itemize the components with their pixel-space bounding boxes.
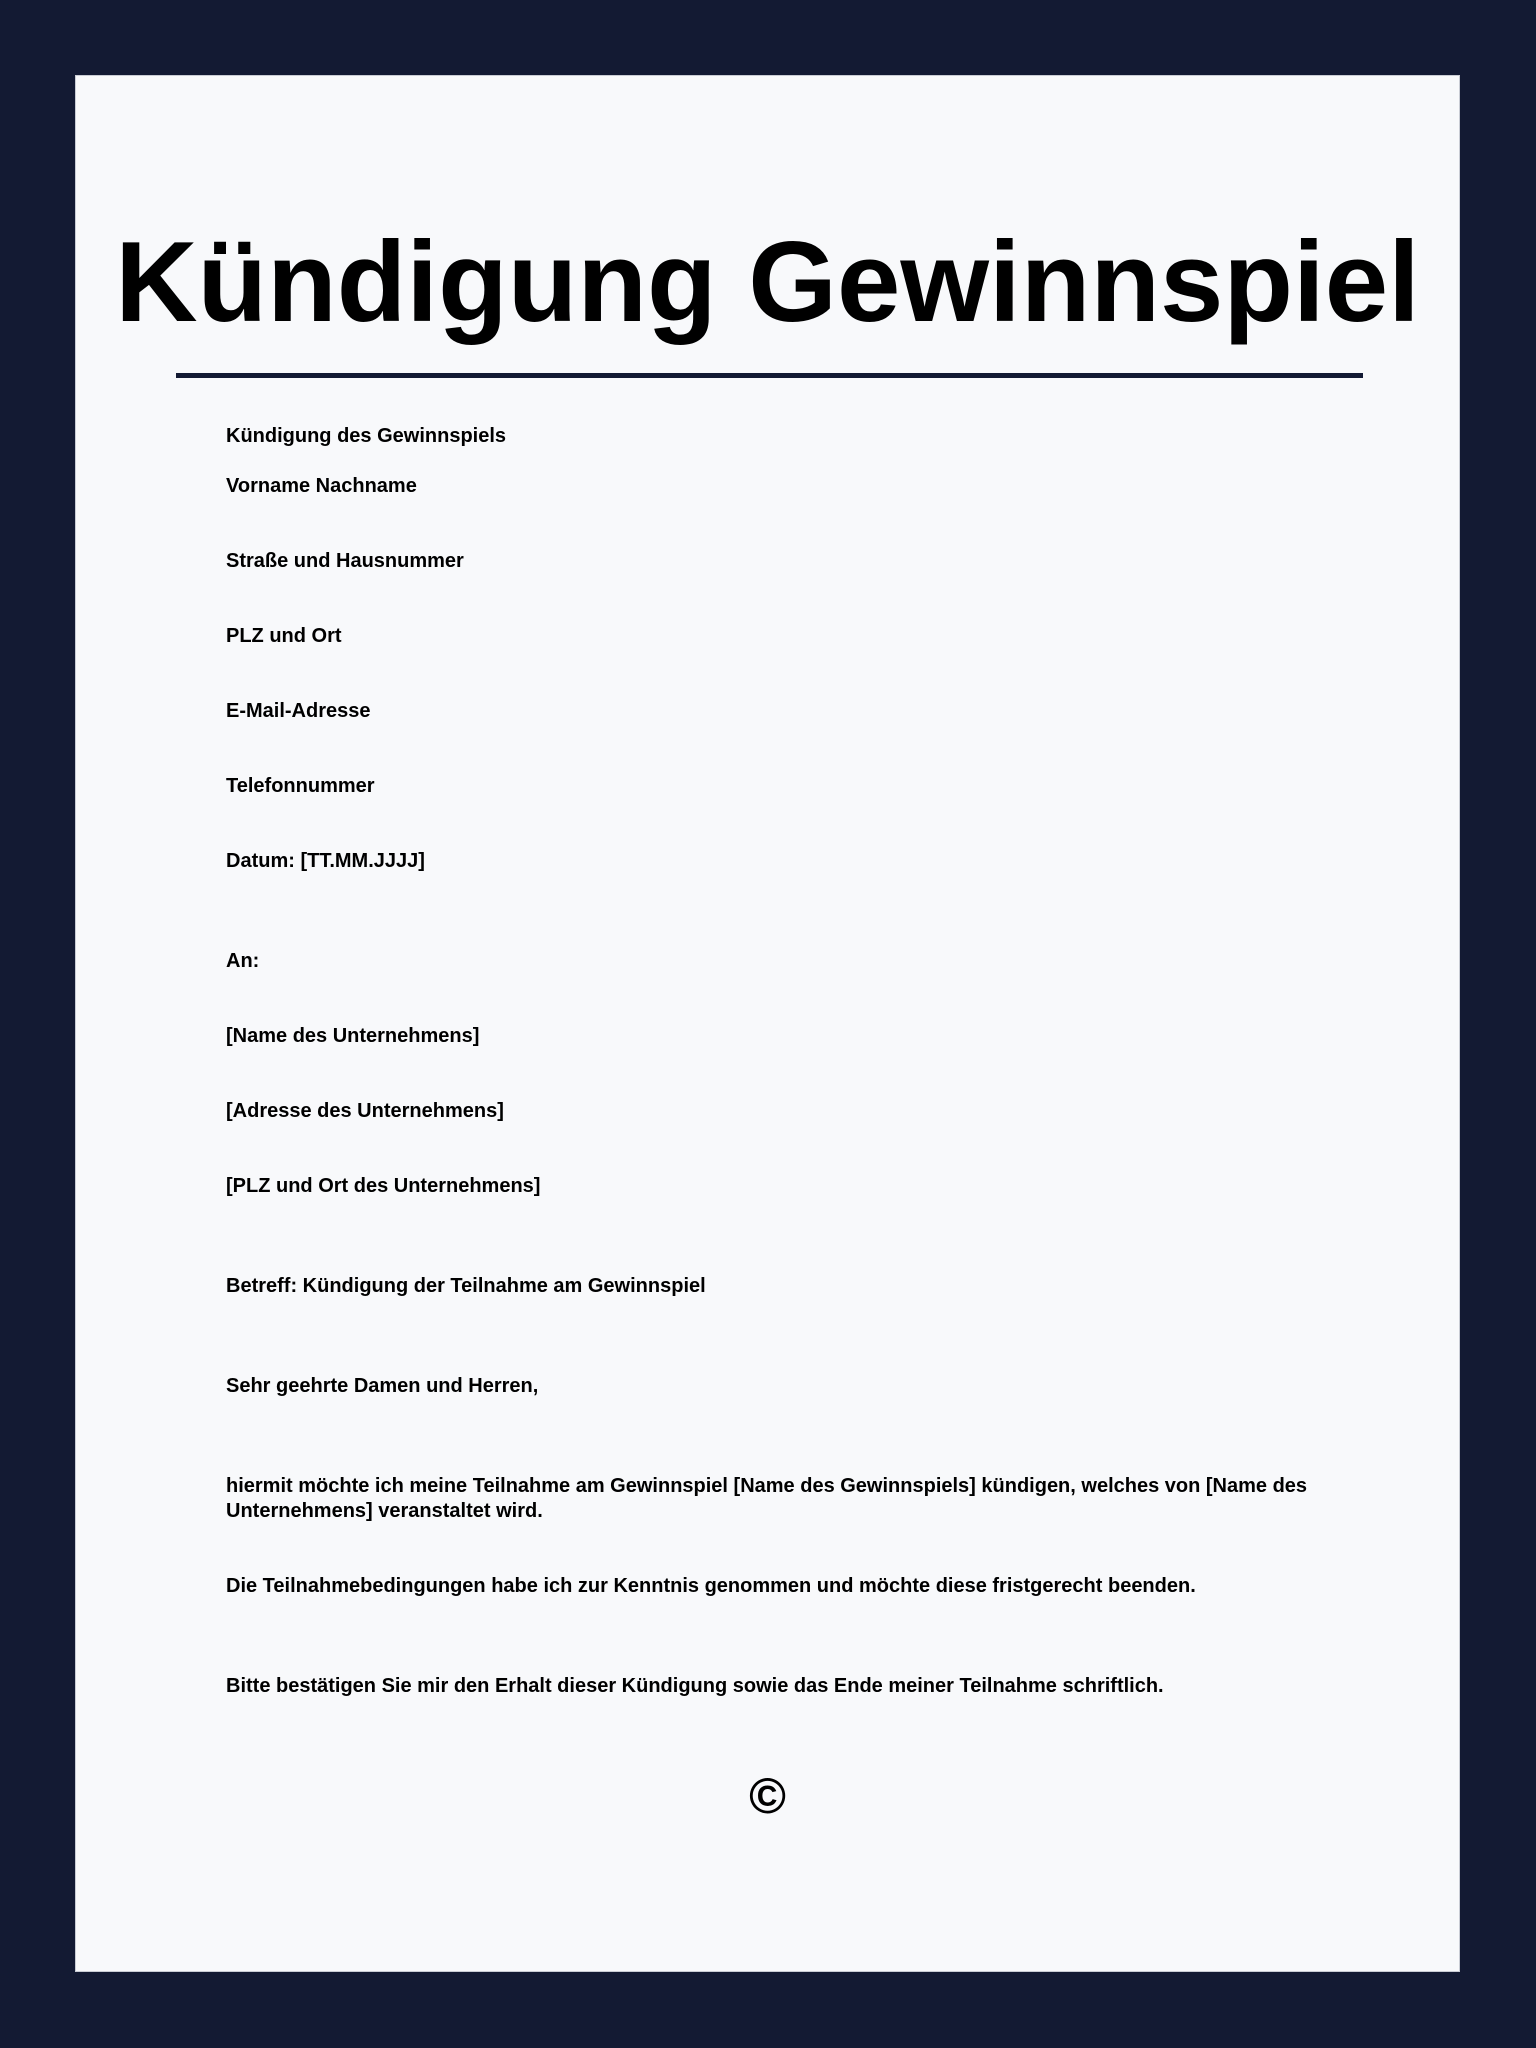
sender-street: Straße und Hausnummer: [226, 550, 464, 572]
copyright-icon: ©: [749, 1768, 786, 1824]
sender-city: PLZ und Ort: [226, 625, 342, 647]
recipient-address: [Adresse des Unternehmens]: [226, 1100, 504, 1122]
title-divider: [176, 373, 1363, 378]
letter-paragraph-2: Die Teilnahmebedingungen habe ich zur Kenntnis genommen und möchte diese fristgerecht beenden.: [226, 1575, 1196, 1597]
recipient-city: [PLZ und Ort des Unternehmens]: [226, 1175, 541, 1197]
letter-date: Datum: [TT.MM.JJJJ]: [226, 850, 425, 872]
recipient-label: An:: [226, 950, 260, 972]
sender-email: E-Mail-Adresse: [226, 700, 371, 722]
sender-name: Vorname Nachname: [226, 475, 417, 497]
letter-subject: Betreff: Kündigung der Teilnahme am Gewinnspiel: [226, 1275, 706, 1297]
document-heading: Kündigung des Gewinnspiels: [226, 425, 507, 447]
sender-phone: Telefonnummer: [226, 775, 375, 797]
recipient-name: [Name des Unternehmens]: [226, 1025, 480, 1047]
document-title: Kündigung Gewinnspiel: [115, 219, 1420, 346]
letter-paragraph-1: hiermit möchte ich meine Teilnahme am Gewinnspiel [Name des Gewinnspiels] kündigen, welches von [Name des Unternehmens] veranstaltet wird.: [226, 1475, 1308, 1522]
document-page: [75, 75, 1460, 1972]
letter-paragraph-3: Bitte bestätigen Sie mir den Erhalt dieser Kündigung sowie das Ende meiner Teilnahme schriftlich.: [226, 1675, 1164, 1697]
letter-salutation: Sehr geehrte Damen und Herren,: [226, 1375, 539, 1397]
